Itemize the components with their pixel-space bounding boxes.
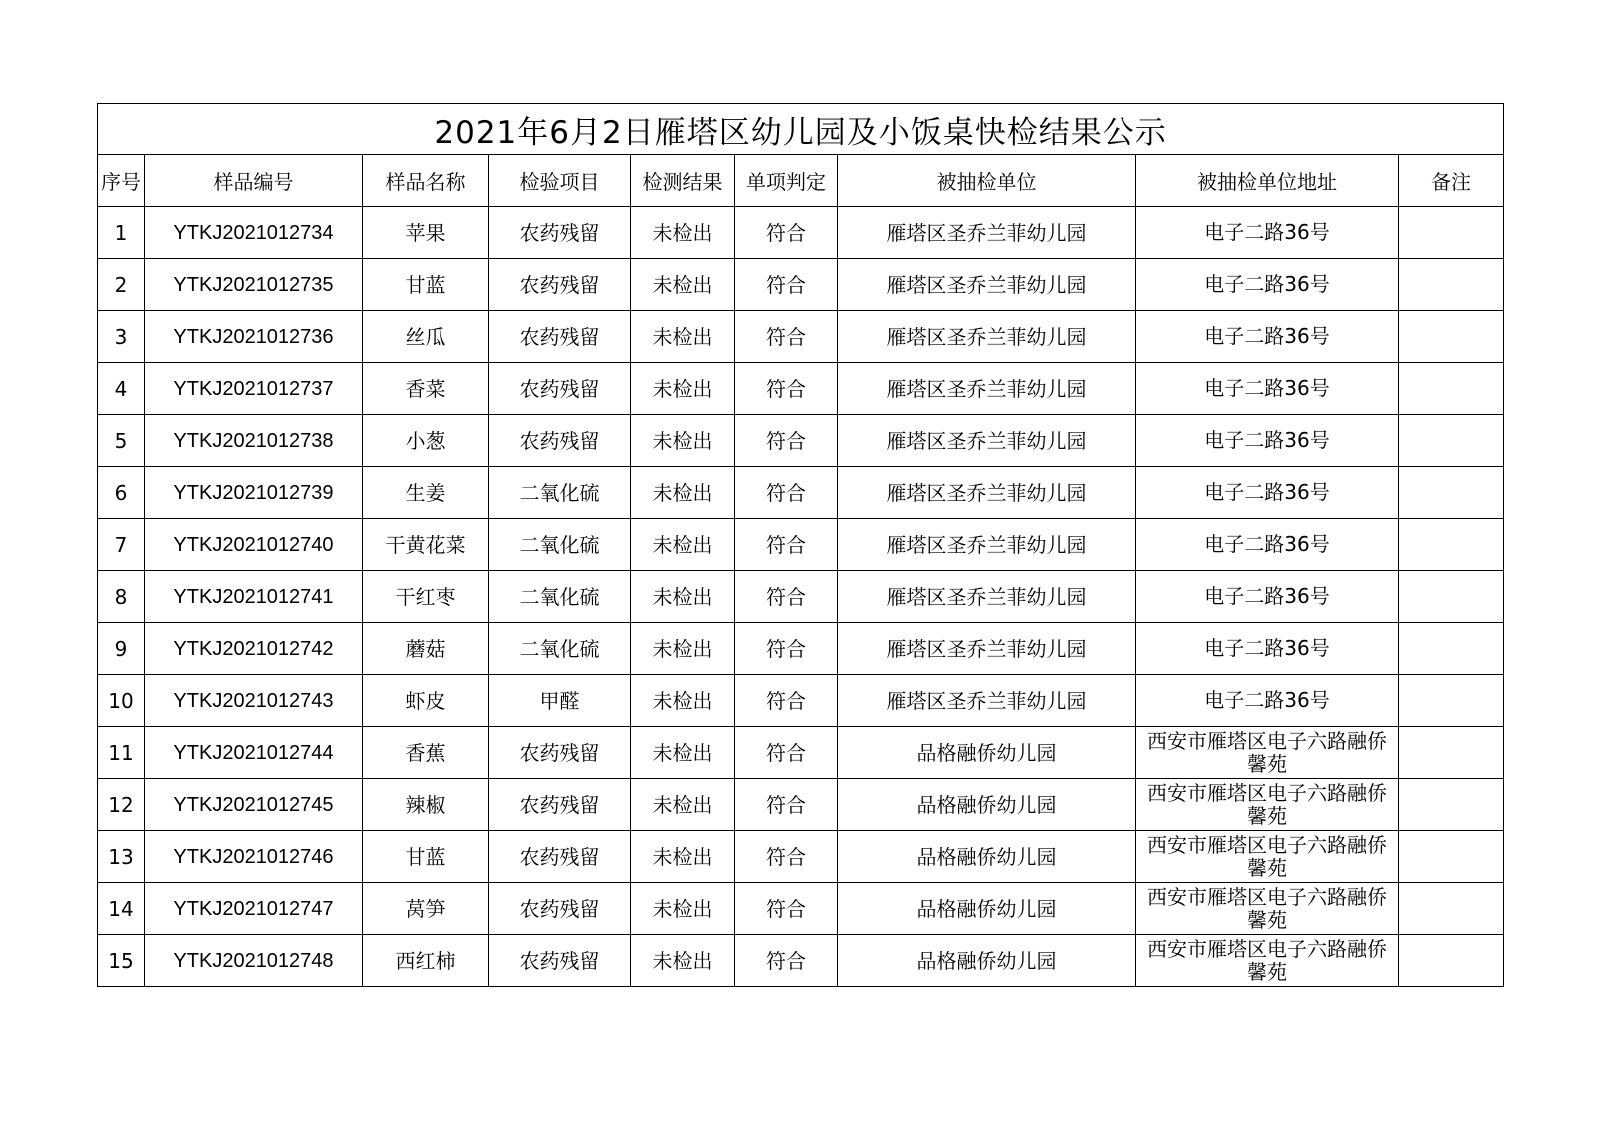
table-row bbox=[98, 935, 1504, 987]
cell-test-item: 农药残留 bbox=[489, 415, 631, 467]
cell-note bbox=[1399, 259, 1504, 311]
cell-sample-name: 虾皮 bbox=[363, 675, 489, 727]
cell-test-result: 未检出 bbox=[631, 727, 735, 779]
cell-judgement: 符合 bbox=[735, 935, 838, 987]
cell-note bbox=[1399, 935, 1504, 987]
cell-inspected-unit: 雁塔区圣乔兰菲幼儿园 bbox=[838, 675, 1136, 727]
cell-note bbox=[1399, 779, 1504, 831]
cell-unit-address: 电子二路36号 bbox=[1136, 571, 1399, 623]
cell-no: 9 bbox=[98, 623, 145, 675]
cell-sample-name: 甘蓝 bbox=[363, 259, 489, 311]
cell-unit-address: 电子二路36号 bbox=[1136, 363, 1399, 415]
cell-judgement: 符合 bbox=[735, 831, 838, 883]
cell-unit-address: 电子二路36号 bbox=[1136, 675, 1399, 727]
cell-test-item: 农药残留 bbox=[489, 363, 631, 415]
cell-sample-name: 香蕉 bbox=[363, 727, 489, 779]
cell-note bbox=[1399, 623, 1504, 675]
col-header-result: 检测结果 bbox=[631, 155, 735, 207]
cell-judgement: 符合 bbox=[735, 623, 838, 675]
table-row bbox=[98, 779, 1504, 831]
cell-judgement: 符合 bbox=[735, 779, 838, 831]
cell-sample-code: YTKJ2021012743 bbox=[145, 675, 363, 727]
cell-sample-name: 蘑菇 bbox=[363, 623, 489, 675]
table-row bbox=[98, 675, 1504, 727]
cell-unit-address: 西安市雁塔区电子六路融侨馨苑 bbox=[1136, 935, 1399, 987]
cell-unit-address: 电子二路36号 bbox=[1136, 623, 1399, 675]
cell-test-item: 二氧化硫 bbox=[489, 519, 631, 571]
cell-judgement: 符合 bbox=[735, 363, 838, 415]
cell-inspected-unit: 雁塔区圣乔兰菲幼儿园 bbox=[838, 571, 1136, 623]
cell-no: 15 bbox=[98, 935, 145, 987]
cell-note bbox=[1399, 207, 1504, 259]
cell-test-result: 未检出 bbox=[631, 831, 735, 883]
cell-test-item: 二氧化硫 bbox=[489, 467, 631, 519]
cell-test-result: 未检出 bbox=[631, 571, 735, 623]
cell-test-item: 农药残留 bbox=[489, 207, 631, 259]
cell-test-item: 二氧化硫 bbox=[489, 623, 631, 675]
cell-test-item: 农药残留 bbox=[489, 779, 631, 831]
cell-unit-address: 西安市雁塔区电子六路融侨馨苑 bbox=[1136, 779, 1399, 831]
cell-sample-name: 小葱 bbox=[363, 415, 489, 467]
cell-inspected-unit: 雁塔区圣乔兰菲幼儿园 bbox=[838, 311, 1136, 363]
cell-note bbox=[1399, 727, 1504, 779]
cell-note bbox=[1399, 311, 1504, 363]
cell-judgement: 符合 bbox=[735, 415, 838, 467]
col-header-name: 样品名称 bbox=[363, 155, 489, 207]
cell-judgement: 符合 bbox=[735, 727, 838, 779]
cell-sample-name: 干黄花菜 bbox=[363, 519, 489, 571]
cell-no: 4 bbox=[98, 363, 145, 415]
cell-note bbox=[1399, 467, 1504, 519]
cell-sample-name: 西红柿 bbox=[363, 935, 489, 987]
cell-inspected-unit: 雁塔区圣乔兰菲幼儿园 bbox=[838, 415, 1136, 467]
table-row bbox=[98, 571, 1504, 623]
cell-test-result: 未检出 bbox=[631, 883, 735, 935]
cell-no: 10 bbox=[98, 675, 145, 727]
cell-judgement: 符合 bbox=[735, 571, 838, 623]
cell-no: 13 bbox=[98, 831, 145, 883]
cell-sample-code: YTKJ2021012735 bbox=[145, 259, 363, 311]
cell-test-result: 未检出 bbox=[631, 467, 735, 519]
cell-no: 6 bbox=[98, 467, 145, 519]
cell-sample-code: YTKJ2021012748 bbox=[145, 935, 363, 987]
cell-judgement: 符合 bbox=[735, 519, 838, 571]
cell-note bbox=[1399, 883, 1504, 935]
cell-test-item: 农药残留 bbox=[489, 935, 631, 987]
cell-inspected-unit: 雁塔区圣乔兰菲幼儿园 bbox=[838, 519, 1136, 571]
cell-inspected-unit: 雁塔区圣乔兰菲幼儿园 bbox=[838, 623, 1136, 675]
results-table bbox=[97, 103, 1504, 987]
table-row bbox=[98, 467, 1504, 519]
cell-judgement: 符合 bbox=[735, 467, 838, 519]
cell-test-result: 未检出 bbox=[631, 935, 735, 987]
cell-sample-code: YTKJ2021012741 bbox=[145, 571, 363, 623]
title-row bbox=[98, 104, 1504, 155]
cell-no: 3 bbox=[98, 311, 145, 363]
table-row bbox=[98, 727, 1504, 779]
cell-sample-code: YTKJ2021012744 bbox=[145, 727, 363, 779]
cell-unit-address: 电子二路36号 bbox=[1136, 259, 1399, 311]
cell-sample-name: 苹果 bbox=[363, 207, 489, 259]
cell-sample-code: YTKJ2021012745 bbox=[145, 779, 363, 831]
cell-unit-address: 电子二路36号 bbox=[1136, 467, 1399, 519]
cell-test-item: 农药残留 bbox=[489, 831, 631, 883]
cell-sample-name: 香菜 bbox=[363, 363, 489, 415]
table-row bbox=[98, 519, 1504, 571]
cell-inspected-unit: 雁塔区圣乔兰菲幼儿园 bbox=[838, 467, 1136, 519]
cell-unit-address: 电子二路36号 bbox=[1136, 311, 1399, 363]
cell-unit-address: 西安市雁塔区电子六路融侨馨苑 bbox=[1136, 727, 1399, 779]
cell-test-result: 未检出 bbox=[631, 519, 735, 571]
col-header-item: 检验项目 bbox=[489, 155, 631, 207]
cell-inspected-unit: 品格融侨幼儿园 bbox=[838, 779, 1136, 831]
col-header-no: 序号 bbox=[98, 155, 145, 207]
cell-inspected-unit: 品格融侨幼儿园 bbox=[838, 935, 1136, 987]
cell-test-result: 未检出 bbox=[631, 623, 735, 675]
table-row bbox=[98, 623, 1504, 675]
cell-no: 8 bbox=[98, 571, 145, 623]
cell-inspected-unit: 雁塔区圣乔兰菲幼儿园 bbox=[838, 363, 1136, 415]
cell-unit-address: 电子二路36号 bbox=[1136, 415, 1399, 467]
cell-sample-code: YTKJ2021012738 bbox=[145, 415, 363, 467]
cell-test-item: 农药残留 bbox=[489, 883, 631, 935]
col-header-judge: 单项判定 bbox=[735, 155, 838, 207]
table-row bbox=[98, 311, 1504, 363]
cell-judgement: 符合 bbox=[735, 311, 838, 363]
table-row bbox=[98, 363, 1504, 415]
cell-test-item: 农药残留 bbox=[489, 259, 631, 311]
cell-unit-address: 西安市雁塔区电子六路融侨馨苑 bbox=[1136, 831, 1399, 883]
cell-test-result: 未检出 bbox=[631, 259, 735, 311]
cell-sample-code: YTKJ2021012739 bbox=[145, 467, 363, 519]
cell-judgement: 符合 bbox=[735, 207, 838, 259]
cell-no: 11 bbox=[98, 727, 145, 779]
cell-sample-name: 辣椒 bbox=[363, 779, 489, 831]
cell-sample-code: YTKJ2021012740 bbox=[145, 519, 363, 571]
cell-judgement: 符合 bbox=[735, 259, 838, 311]
cell-note bbox=[1399, 415, 1504, 467]
cell-no: 14 bbox=[98, 883, 145, 935]
cell-inspected-unit: 雁塔区圣乔兰菲幼儿园 bbox=[838, 259, 1136, 311]
cell-sample-code: YTKJ2021012734 bbox=[145, 207, 363, 259]
cell-test-result: 未检出 bbox=[631, 415, 735, 467]
cell-unit-address: 电子二路36号 bbox=[1136, 519, 1399, 571]
cell-note bbox=[1399, 831, 1504, 883]
cell-test-result: 未检出 bbox=[631, 675, 735, 727]
cell-test-result: 未检出 bbox=[631, 779, 735, 831]
cell-sample-name: 干红枣 bbox=[363, 571, 489, 623]
cell-judgement: 符合 bbox=[735, 883, 838, 935]
cell-inspected-unit: 品格融侨幼儿园 bbox=[838, 883, 1136, 935]
cell-sample-name: 丝瓜 bbox=[363, 311, 489, 363]
cell-unit-address: 西安市雁塔区电子六路融侨馨苑 bbox=[1136, 883, 1399, 935]
cell-inspected-unit: 品格融侨幼儿园 bbox=[838, 831, 1136, 883]
table-row bbox=[98, 831, 1504, 883]
cell-no: 2 bbox=[98, 259, 145, 311]
col-header-note: 备注 bbox=[1399, 155, 1504, 207]
cell-test-item: 二氧化硫 bbox=[489, 571, 631, 623]
cell-sample-code: YTKJ2021012742 bbox=[145, 623, 363, 675]
cell-note bbox=[1399, 675, 1504, 727]
cell-test-item: 甲醛 bbox=[489, 675, 631, 727]
header-row bbox=[98, 155, 1504, 207]
cell-sample-name: 甘蓝 bbox=[363, 831, 489, 883]
cell-sample-name: 莴笋 bbox=[363, 883, 489, 935]
cell-no: 5 bbox=[98, 415, 145, 467]
cell-sample-code: YTKJ2021012747 bbox=[145, 883, 363, 935]
table-body bbox=[98, 207, 1504, 987]
cell-inspected-unit: 雁塔区圣乔兰菲幼儿园 bbox=[838, 207, 1136, 259]
cell-inspected-unit: 品格融侨幼儿园 bbox=[838, 727, 1136, 779]
cell-test-result: 未检出 bbox=[631, 207, 735, 259]
cell-test-item: 农药残留 bbox=[489, 311, 631, 363]
table-row bbox=[98, 259, 1504, 311]
cell-test-result: 未检出 bbox=[631, 311, 735, 363]
cell-unit-address: 电子二路36号 bbox=[1136, 207, 1399, 259]
col-header-unit: 被抽检单位 bbox=[838, 155, 1136, 207]
cell-no: 12 bbox=[98, 779, 145, 831]
cell-judgement: 符合 bbox=[735, 675, 838, 727]
cell-note bbox=[1399, 571, 1504, 623]
table-row bbox=[98, 207, 1504, 259]
col-header-addr: 被抽检单位地址 bbox=[1136, 155, 1399, 207]
cell-sample-code: YTKJ2021012736 bbox=[145, 311, 363, 363]
cell-no: 1 bbox=[98, 207, 145, 259]
document-title: 2021年6月2日雁塔区幼儿园及小饭桌快检结果公示 bbox=[98, 104, 1504, 155]
cell-test-result: 未检出 bbox=[631, 363, 735, 415]
col-header-code: 样品编号 bbox=[145, 155, 363, 207]
table-row bbox=[98, 415, 1504, 467]
cell-note bbox=[1399, 519, 1504, 571]
cell-no: 7 bbox=[98, 519, 145, 571]
cell-sample-code: YTKJ2021012737 bbox=[145, 363, 363, 415]
cell-test-item: 农药残留 bbox=[489, 727, 631, 779]
cell-note bbox=[1399, 363, 1504, 415]
table-row bbox=[98, 883, 1504, 935]
cell-sample-name: 生姜 bbox=[363, 467, 489, 519]
cell-sample-code: YTKJ2021012746 bbox=[145, 831, 363, 883]
